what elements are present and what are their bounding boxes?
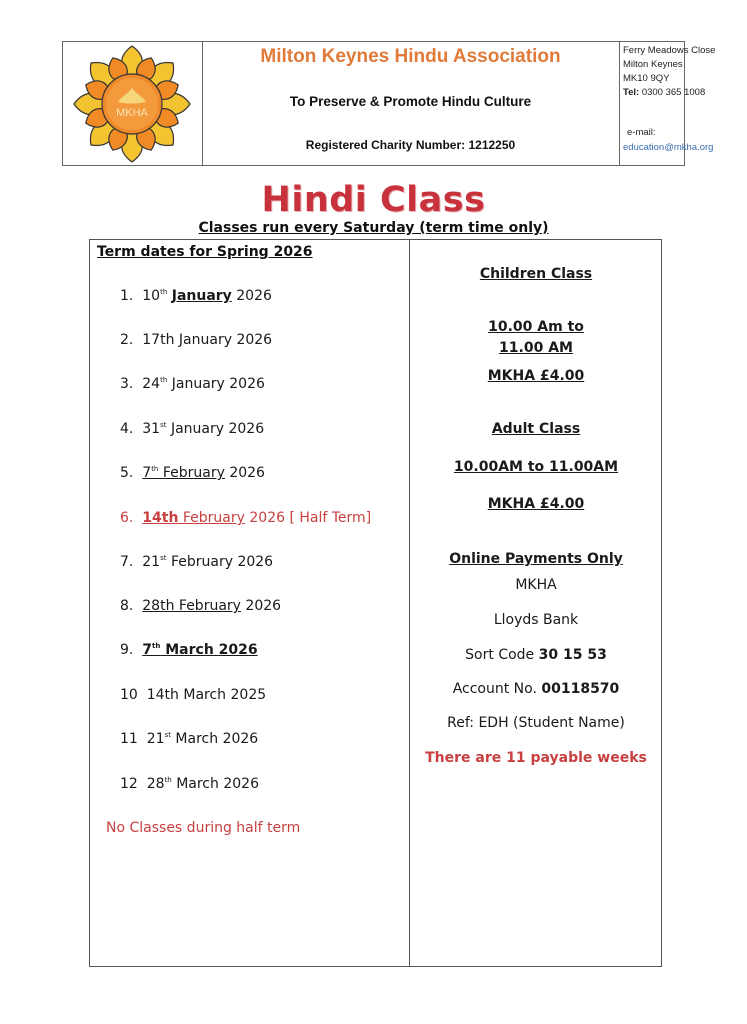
tel-number: 0300 365 1008 — [641, 87, 706, 98]
payable-weeks-note: There are 11 payable weeks — [425, 750, 647, 766]
date-item: 1. 10th January 2026 — [120, 288, 272, 304]
page-subtitle: Classes run every Saturday (term time only) — [198, 220, 549, 236]
date-item: 8. 28th February 2026 — [120, 598, 282, 614]
org-name: Milton Keynes Hindu Association — [260, 46, 561, 67]
address-line-2: Milton Keynes — [623, 59, 683, 70]
children-class-heading: Children Class — [479, 266, 593, 282]
date-item: 5. 7th February 2026 — [120, 465, 265, 481]
sort-code: Sort Code 30 15 53 — [465, 647, 607, 663]
payment-reference: Ref: EDH (Student Name) — [447, 715, 625, 731]
date-item: 12 28th March 2026 — [120, 776, 259, 792]
contact-cell — [619, 42, 716, 165]
tagline: To Preserve & Promote Hindu Culture — [289, 94, 532, 109]
children-time-end: 11.00 AM — [499, 340, 573, 356]
email-label: e-mail: — [627, 127, 656, 138]
no-classes-note: No Classes during half term — [106, 820, 301, 836]
children-fee: MKHA £4.00 — [487, 368, 585, 384]
adult-class-heading: Adult Class — [491, 421, 581, 437]
address-line-3: MK10 9QY — [623, 73, 670, 84]
date-item: 9. 7th March 2026 — [120, 642, 258, 658]
children-time-start: 10.00 Am to — [488, 319, 584, 335]
date-item: 3. 24th January 2026 — [120, 376, 265, 392]
mkha-lotus-logo-icon — [63, 42, 202, 165]
schedule-table — [89, 239, 662, 967]
telephone — [623, 86, 743, 100]
logo-cell — [63, 42, 203, 165]
letterhead — [62, 41, 716, 166]
adult-fee: MKHA £4.00 — [487, 496, 585, 512]
page-title: Hindi Class — [261, 180, 486, 220]
charity-number: Registered Charity Number: 1212250 — [305, 138, 516, 152]
date-item: 10 14th March 2025 — [120, 687, 267, 703]
address-line-1: Ferry Meadows Close — [623, 45, 716, 56]
date-item: 2. 17th January 2026 — [120, 332, 273, 348]
tel-label: Tel: — [623, 87, 640, 98]
term-dates-heading: Term dates for Spring 2026 — [97, 244, 313, 260]
date-item: 4. 31st January 2026 — [120, 421, 265, 437]
svg-text:MKHA: MKHA — [116, 107, 148, 119]
account-number: Account No. 00118570 — [452, 681, 620, 697]
date-item: 11 21st March 2026 — [120, 731, 259, 747]
bank-name: Lloyds Bank — [493, 612, 579, 628]
email-link[interactable]: education@mkha.org — [623, 142, 714, 153]
date-item-half-term: 6. 14th February 2026 [ Half Term] — [120, 510, 372, 526]
payee-name: MKHA — [515, 577, 557, 593]
address — [623, 44, 743, 100]
online-payments-heading: Online Payments Only — [449, 551, 623, 567]
adult-time: 10.00AM to 11.00AM — [453, 459, 619, 475]
date-item: 7. 21st February 2026 — [120, 554, 274, 570]
org-info-cell — [202, 42, 620, 165]
